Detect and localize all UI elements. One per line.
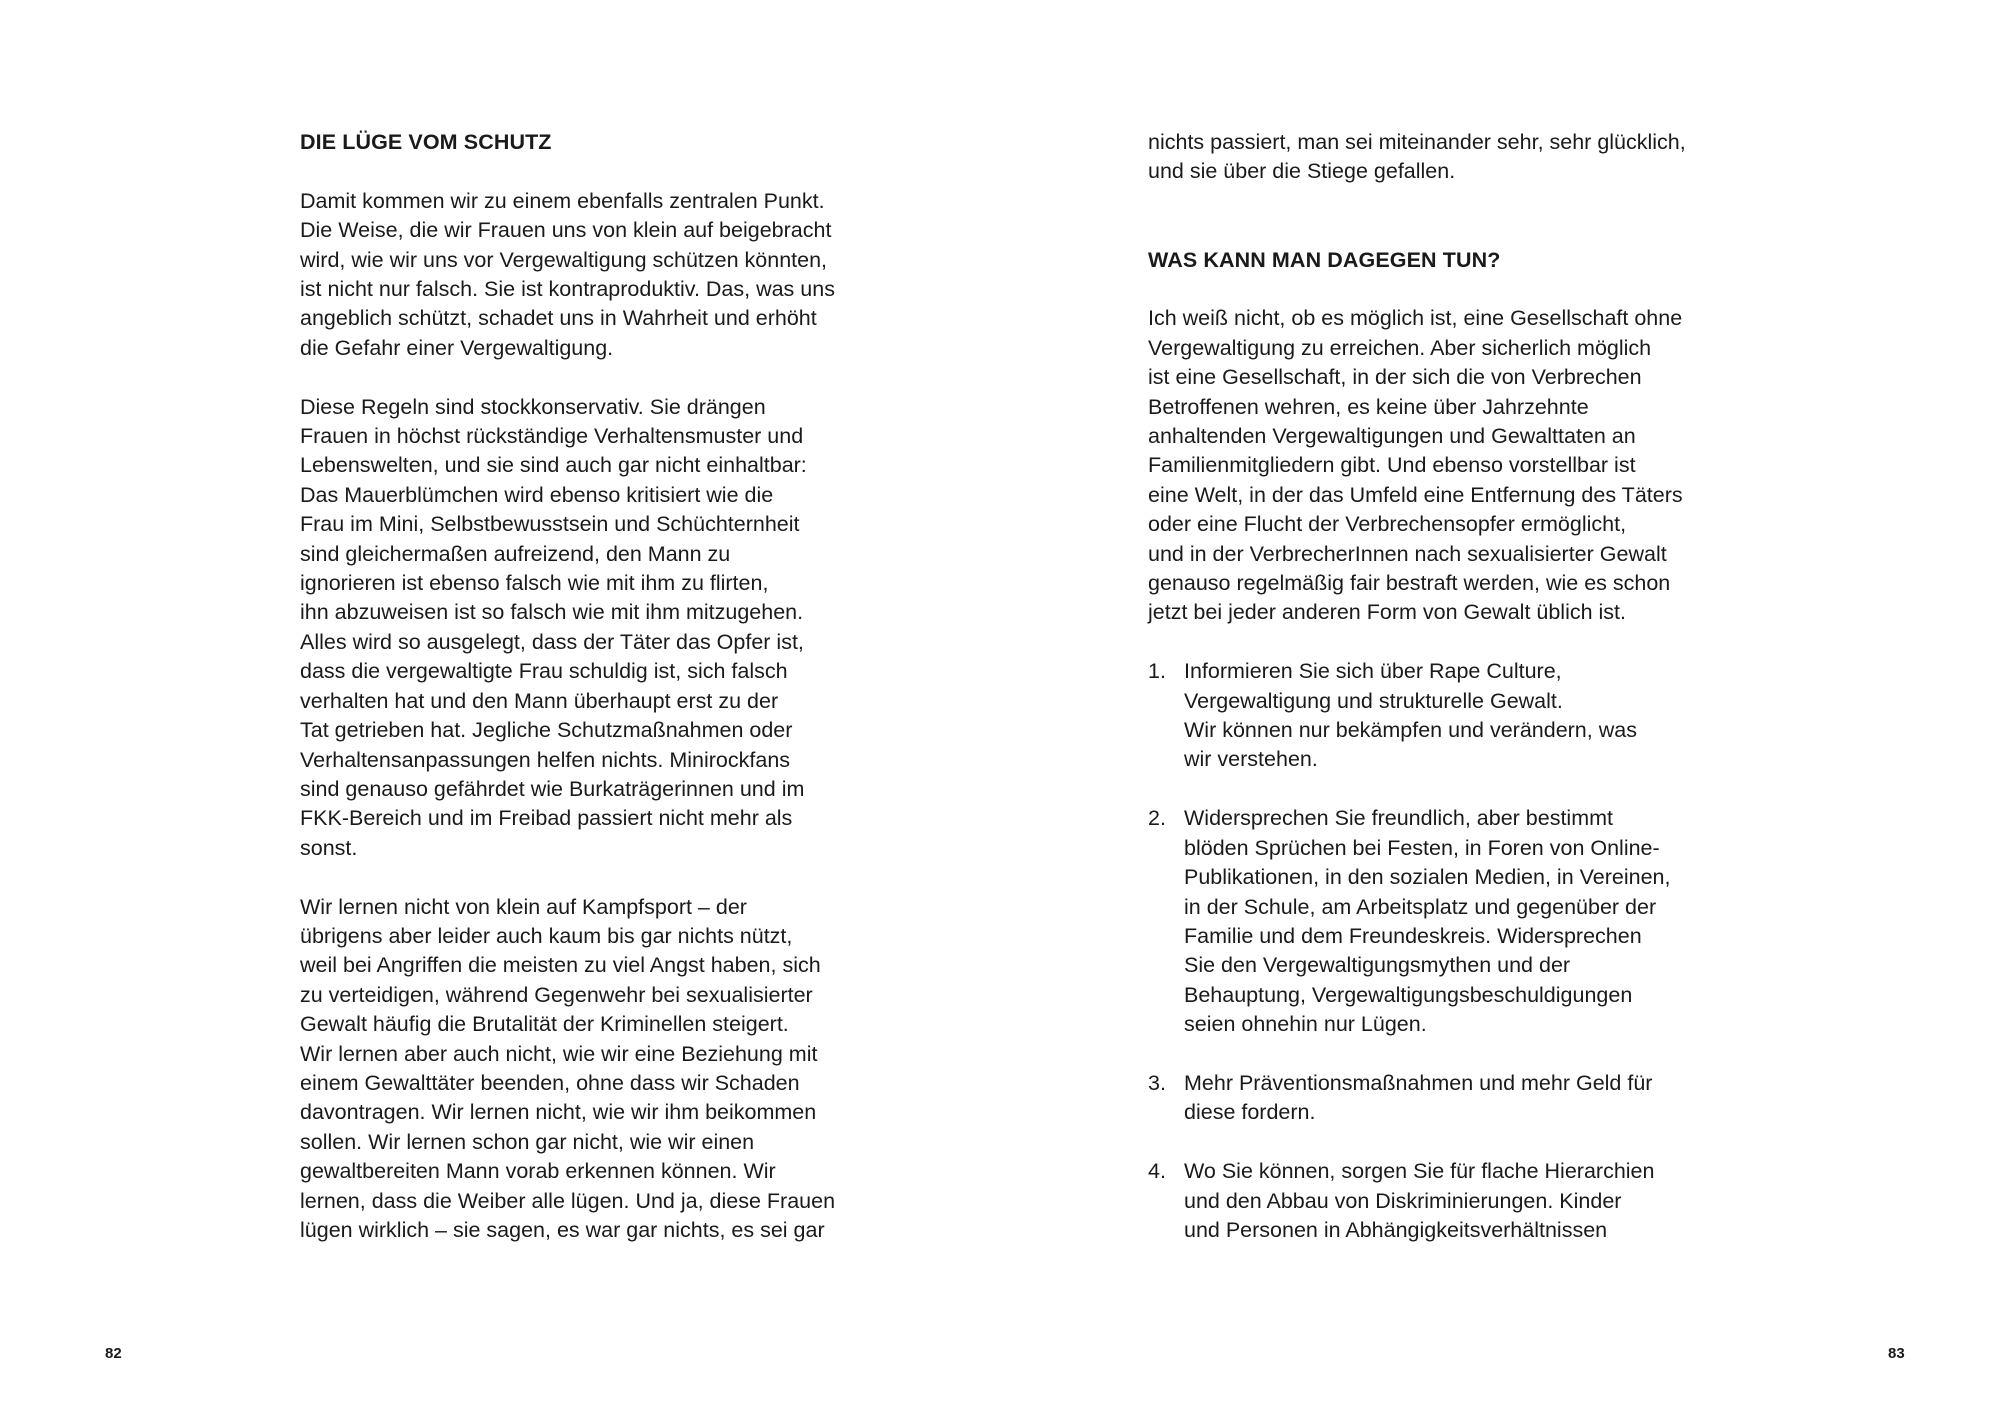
paragraph-2: Diese Regeln sind stockkonservativ. Sie drängen Frauen in höchst rückständige Verhaltensmuster und Lebenswelten, und sie sind auch gar nicht einhaltbar: Das Mauerblümchen wird ebenso kritisiert wie die Frau im Mini, Selbstbewusstsein und Schüchternheit sind gleichermaßen aufreizend, den Mann zu ignorieren ist ebenso falsch wie mit ihm zu flirten, ihn abzuweisen ist so falsch wie mit ihm mitzugehen. Alles wird so ausgelegt, dass der Täter das Opfer ist, dass die vergewaltigte Frau schuldig ist, sich falsch verhalten hat und den Mann überhaupt erst zu der Tat getrieben hat. Jegliche Schutzmaßnahmen oder Verhaltensanpassungen helfen nichts. Minirockfans sind genauso gefährdet wie Burkaträgerinnen und im FKK-Bereich und im Freibad passiert nicht mehr als sonst. [300,394,807,860]
section-heading-schutz: DIE LÜGE VOM SCHUTZ [300,130,552,154]
list-text: Wo Sie können, sorgen Sie für flache Hierarchien und den Abbau von Diskriminierungen. Kinder und Personen in Abhängigkeitsverhältnissen [1184,1159,1655,1242]
right-page [1000,0,2000,1412]
action-list [1148,657,1728,1245]
list-number: 1. [1148,659,1166,684]
left-text-column [300,128,880,1275]
page-number-left: 82 [105,1345,122,1362]
list-number: 4. [1148,1159,1166,1184]
list-item [1148,804,1728,1039]
paragraph-1: Damit kommen wir zu einem ebenfalls zentralen Punkt. Die Weise, die wir Frauen uns von klein auf beigebracht wird, wie wir uns vor Vergewaltigung schützen könnten, ist nicht nur falsch. Sie ist kontraproduktiv. Das, was uns angeblich schützt, schadet uns in Wahrheit und erhöht die Gefahr einer Vergewaltigung. [300,188,835,360]
continuation-paragraph: nichts passiert, man sei miteinander sehr, sehr glücklich, und sie über die Stiege gefallen. [1148,130,1686,184]
section-heading-dagegen: WAS KANN MAN DAGEGEN TUN? [1148,247,1501,272]
list-item [1148,1157,1728,1245]
list-number: 2. [1148,806,1166,831]
paragraph-3: Wir lernen nicht von klein auf Kampfsport – der übrigens aber leider auch kaum bis gar nichts nützt, weil bei Angriffen die meisten zu viel Angst haben, sich zu verteidigen, während Gegenwehr bei sexualisierter Gewalt häufig die Brutalität der Kriminellen steigert. Wir lernen aber auch nicht, wie wir eine Beziehung mit einem Gewalttäter beenden, ohne dass wir Schaden davontragen. Wir lernen nicht, wie wir ihm beikommen sollen. Wir lernen schon gar nicht, wie wir einen gewaltbereiten Mann vorab erkennen können. Wir lernen, dass die Weiber alle lügen. Und ja, diese Frauen lügen wirklich – sie sagen, es war gar nichts, es sei gar [300,894,836,1242]
list-number: 3. [1148,1070,1166,1095]
page-number-right: 83 [1888,1345,1905,1362]
list-item [1148,657,1728,775]
right-text-column [1148,128,1728,1275]
list-text: Widersprechen Sie freundlich, aber bestimmt blöden Sprüchen bei Festen, in Foren von Online- Publikationen, in den sozialen Medien, in Vereinen, in der Schule, am Arbeitsplatz und gegenüber der Familie und dem Freundeskreis. Widersprechen Sie den Vergewaltigungsmythen und der Behauptung, Vergewaltigungsbeschuldigungen seien ohnehin nur Lügen. [1184,806,1671,1037]
intro-paragraph: Ich weiß nicht, ob es möglich ist, eine Gesellschaft ohne Vergewaltigung zu erreichen. Aber sicherlich möglich ist eine Gesellschaft, in der sich die von Verbrechen Betroffenen wehren, es keine über Jahrzehnte anhaltenden Vergewaltigungen und Gewalttaten an Familienmitgliedern gibt. Und ebenso vorstellbar ist eine Welt, in der das Umfeld eine Entfernung des Täters oder eine Flucht der Verbrechensopfer ermöglicht, und in der VerbrecherInnen nach sexualisierter Gewalt genauso regelmäßig fair bestraft werden, wie es schon jetzt bei jeder anderen Form von Gewalt üblich ist. [1148,306,1683,625]
list-text: Informieren Sie sich über Rape Culture, Vergewaltigung und strukturelle Gewalt. Wir können nur bekämpfen und verändern, was wir verstehen. [1184,659,1637,772]
list-text: Mehr Präventionsmaßnahmen und mehr Geld für diese fordern. [1184,1070,1653,1125]
list-item [1148,1069,1728,1128]
